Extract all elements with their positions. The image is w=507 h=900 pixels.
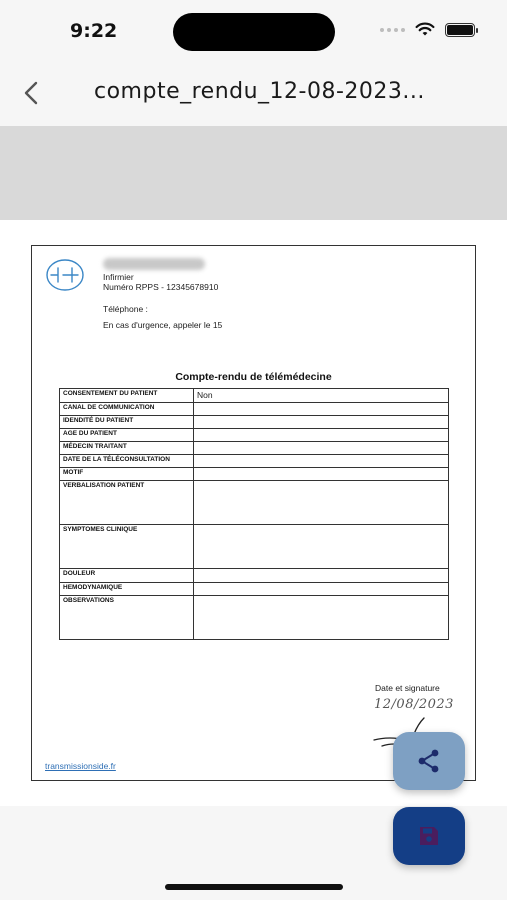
page-frame xyxy=(31,245,476,781)
signature-date: 12/08/2023 xyxy=(374,697,454,712)
row-value xyxy=(194,455,449,468)
emergency-note: En cas d'urgence, appeler le 15 xyxy=(103,320,223,330)
dynamic-island xyxy=(173,13,335,51)
share-icon xyxy=(416,748,442,774)
back-button[interactable] xyxy=(16,76,46,110)
table-row xyxy=(60,569,449,583)
website-link[interactable]: transmissionside.fr xyxy=(45,761,116,771)
row-label: SYMPTOMES CLINIQUE xyxy=(60,525,194,569)
report-table xyxy=(59,388,449,640)
row-label: AGE DU PATIENT xyxy=(60,429,194,442)
row-label: CONSENTEMENT DU PATIENT xyxy=(60,389,194,403)
table-row xyxy=(60,525,449,569)
status-icons xyxy=(380,22,475,37)
table-row xyxy=(60,389,449,403)
row-value xyxy=(194,468,449,481)
row-label: OBSERVATIONS xyxy=(60,596,194,640)
table-row xyxy=(60,481,449,525)
battery-icon xyxy=(445,23,475,37)
table-row xyxy=(60,455,449,468)
home-indicator xyxy=(165,884,343,890)
row-label: MÉDECIN TRAITANT xyxy=(60,442,194,455)
table-row xyxy=(60,468,449,481)
wifi-icon xyxy=(415,22,435,37)
row-label: MOTIF xyxy=(60,468,194,481)
author-role: Infirmier xyxy=(103,272,134,282)
row-label: DATE DE LA TÉLÉCONSULTATION xyxy=(60,455,194,468)
status-time: 9:22 xyxy=(70,20,118,42)
navigation-bar xyxy=(0,62,507,126)
row-value xyxy=(194,481,449,525)
row-value: Non xyxy=(194,389,449,403)
row-label: HEMODYNAMIQUE xyxy=(60,583,194,596)
pdf-page xyxy=(0,220,507,806)
author-rpps: Numéro RPPS - 12345678910 xyxy=(103,282,219,292)
cellular-signal-icon xyxy=(380,28,405,32)
author-name-blurred xyxy=(103,258,205,270)
table-row xyxy=(60,583,449,596)
row-label: VERBALISATION PATIENT xyxy=(60,481,194,525)
row-value xyxy=(194,583,449,596)
row-value xyxy=(194,525,449,569)
row-label: IDENDITÉ DU PATIENT xyxy=(60,416,194,429)
row-value xyxy=(194,429,449,442)
row-value xyxy=(194,569,449,583)
table-row xyxy=(60,416,449,429)
chevron-left-icon xyxy=(23,80,39,106)
status-bar xyxy=(0,0,507,62)
phone-label: Téléphone : xyxy=(103,304,148,314)
nurse-logo-icon xyxy=(45,258,85,292)
save-button[interactable] xyxy=(393,807,465,865)
table-row xyxy=(60,596,449,640)
report-title: Compte-rendu de télémédecine xyxy=(175,371,332,383)
floppy-disk-icon xyxy=(417,824,441,848)
row-value xyxy=(194,596,449,640)
row-value xyxy=(194,403,449,416)
row-value xyxy=(194,442,449,455)
table-row xyxy=(60,442,449,455)
document-title: compte_rendu_12-08-2023... xyxy=(94,79,425,104)
row-label: CANAL DE COMMUNICATION xyxy=(60,403,194,416)
row-label: DOULEUR xyxy=(60,569,194,583)
signature-label: Date et signature xyxy=(375,683,440,693)
row-value xyxy=(194,416,449,429)
share-button[interactable] xyxy=(393,732,465,790)
table-row xyxy=(60,403,449,416)
table-row xyxy=(60,429,449,442)
